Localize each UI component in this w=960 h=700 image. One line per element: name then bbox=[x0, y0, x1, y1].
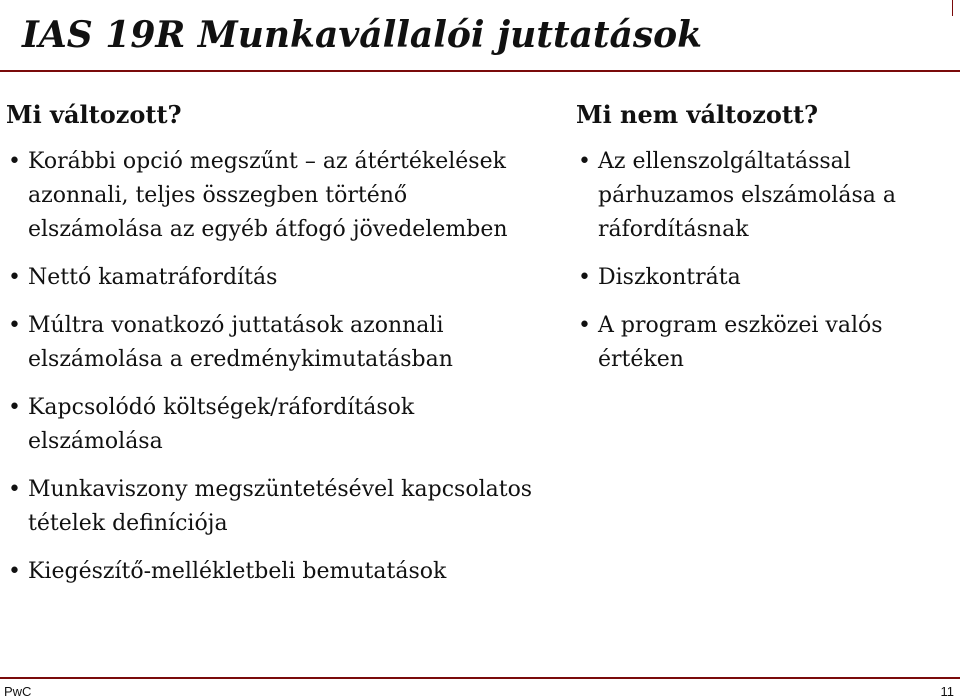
changed-item: • Munkaviszony megszüntetésével kapcsolatos tételek definíciója bbox=[6, 473, 546, 541]
page-number: 11 bbox=[940, 684, 954, 699]
unchanged-list bbox=[576, 145, 956, 377]
unchanged-item: • Diszkontráta bbox=[576, 261, 956, 295]
changed-item: • Korábbi opció megszűnt – az átértékelések azonnali, teljes összegben történő elszámolása az egyéb átfogó jövedelemben bbox=[6, 145, 546, 247]
changed-item: • Kiegészítő-mellékletbeli bemutatások bbox=[6, 555, 546, 589]
changed-item: • Nettó kamatráfordítás bbox=[6, 261, 546, 295]
unchanged-item: • Az ellenszolgáltatással párhuzamos elszámolása a ráfordításnak bbox=[576, 145, 956, 247]
footer-divider bbox=[0, 677, 960, 679]
unchanged-column bbox=[576, 100, 956, 391]
changed-item: • Múltra vonatkozó juttatások azonnali elszámolása a eredménykimutatásban bbox=[6, 309, 546, 377]
title-divider bbox=[0, 70, 960, 72]
footer-brand: PwC bbox=[4, 684, 32, 699]
changed-heading: Mi változott? bbox=[6, 100, 182, 129]
slide-title: IAS 19R Munkavállalói juttatások bbox=[22, 14, 703, 56]
corner-mark bbox=[952, 0, 959, 16]
changed-list bbox=[6, 145, 546, 589]
changed-item: • Kapcsolódó költségek/ráfordítások elszámolása bbox=[6, 391, 546, 459]
unchanged-heading: Mi nem változott? bbox=[576, 100, 819, 129]
changed-column bbox=[6, 100, 546, 603]
unchanged-item: • A program eszközei valós értéken bbox=[576, 309, 956, 377]
